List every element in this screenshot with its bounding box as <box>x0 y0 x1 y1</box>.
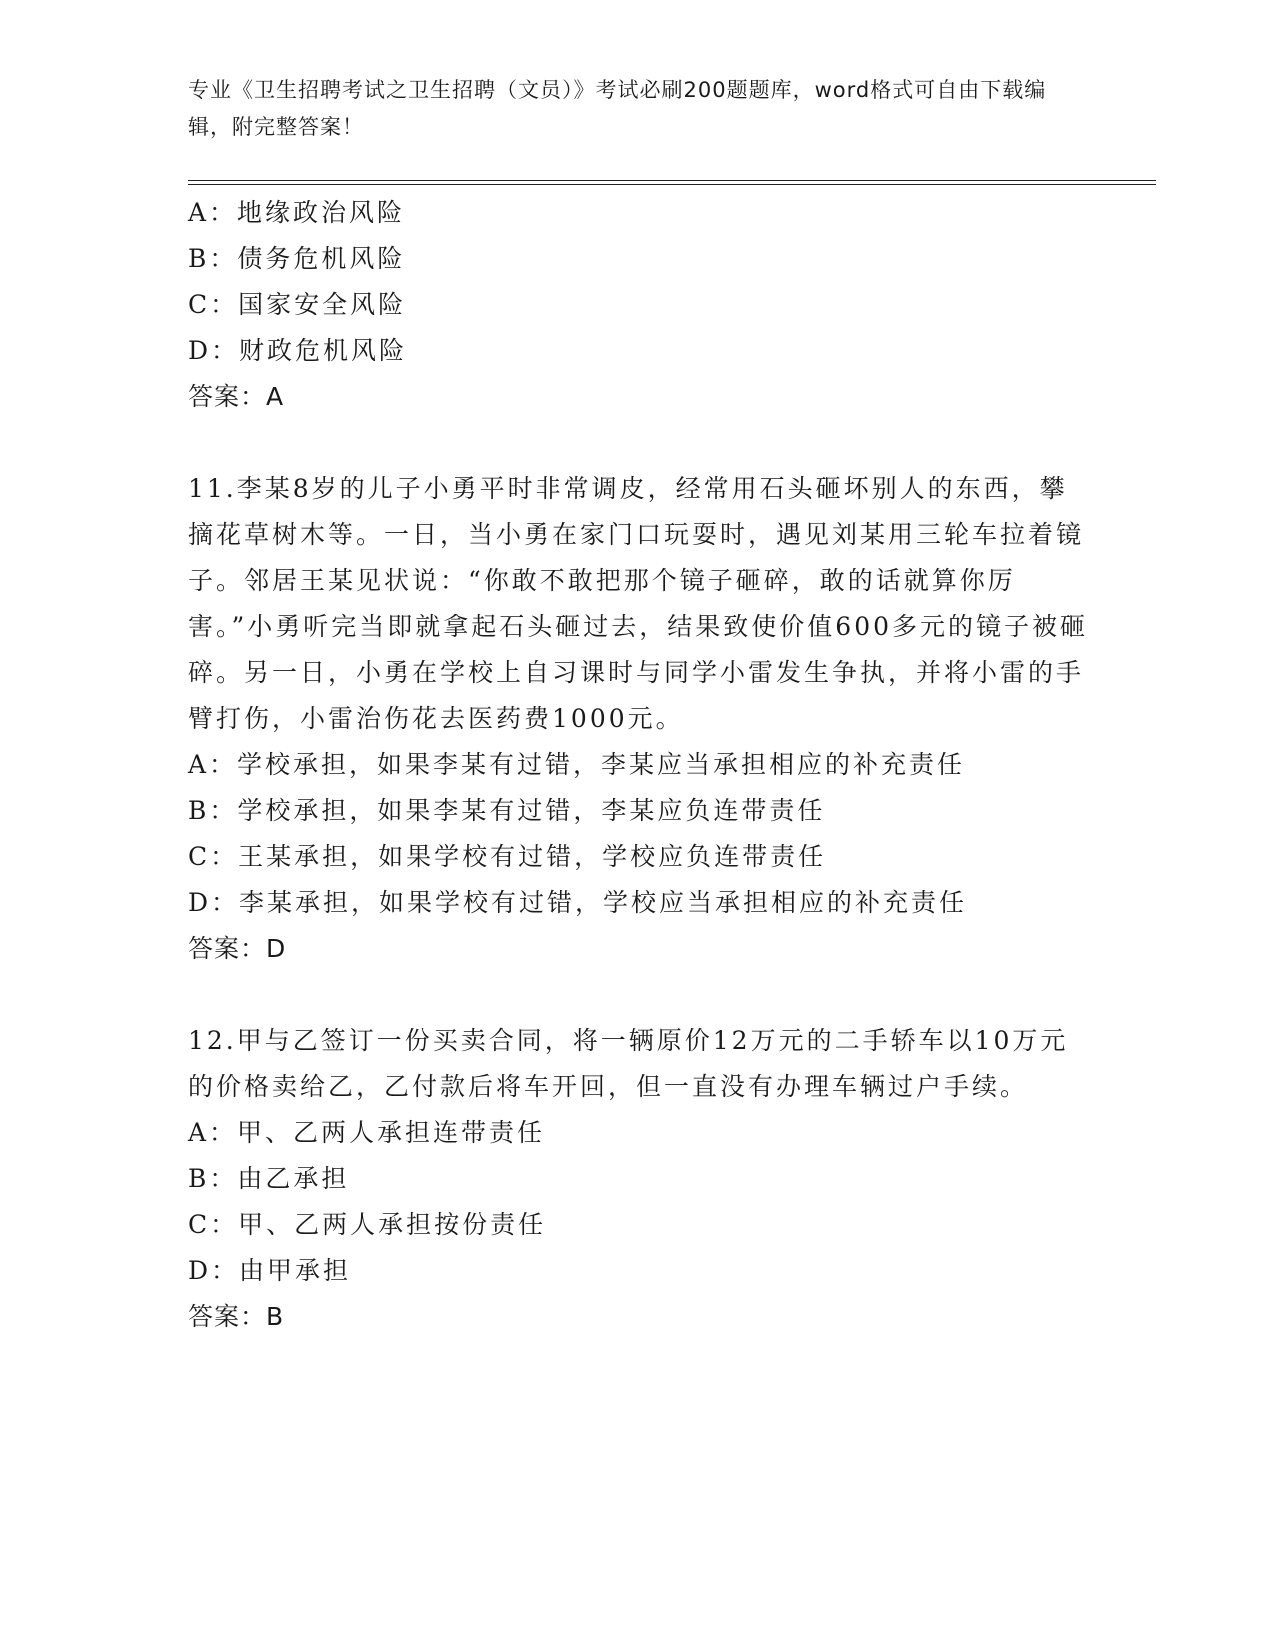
document-header: 专业《卫生招聘考试之卫生招聘（文员）》考试必刷200题题库，word格式可自由下载编辑，附完整答案！ <box>188 78 1047 139</box>
question-11 <box>188 466 1088 972</box>
option-a: A：地缘政治风险 <box>188 198 406 227</box>
spacer <box>188 420 1088 466</box>
header-divider <box>188 180 1156 185</box>
spacer <box>188 972 1088 1018</box>
option-b: B：债务危机风险 <box>188 244 406 273</box>
option-c: C：甲、乙两人承担按份责任 <box>188 1210 547 1239</box>
option-a: A：学校承担，如果李某有过错，李某应当承担相应的补充责任 <box>188 750 966 779</box>
option-c: C：王某承担，如果学校有过错，学校应负连带责任 <box>188 842 827 871</box>
option-a: A：甲、乙两人承担连带责任 <box>188 1118 546 1147</box>
question-text: 12.甲与乙签订一份买卖合同，将一辆原价12万元的二手轿车以10万元的价格卖给乙，乙付款后将车开回，但一直没有办理车辆过户手续。 <box>188 1026 1069 1101</box>
option-b: B：由乙承担 <box>188 1164 350 1193</box>
question-12 <box>188 1018 1088 1340</box>
option-c: C：国家安全风险 <box>188 290 407 319</box>
document-body <box>188 190 1088 1340</box>
option-d: D：由甲承担 <box>188 1256 352 1285</box>
option-d: D：财政危机风险 <box>188 336 408 365</box>
prev-question <box>188 190 1088 420</box>
option-b: B：学校承担，如果李某有过错，李某应负连带责任 <box>188 796 826 825</box>
option-d: D：李某承担，如果学校有过错，学校应当承担相应的补充责任 <box>188 888 968 917</box>
answer-label: 答案：B <box>188 1302 285 1331</box>
question-text: 11.李某8岁的儿子小勇平时非常调皮，经常用石头砸坏别人的东西，攀摘花草树木等。一日，当小勇在家门口玩耍时，遇见刘某用三轮车拉着镜子。邻居王某见状说：“你敢不敢把那个镜子砸碎，敢的话就算你厉害。”小勇听完当即就拿起石头砸过去，结果致使价值600多元的镜子被砸碎。另一日，小勇在学校上自习课时与同学小雷发生争执，并将小雷的手臂打伤，小雷治伤花去医药费1000元。 <box>188 474 1089 733</box>
answer-label: 答案：A <box>188 382 285 411</box>
answer-label: 答案：D <box>188 934 287 963</box>
